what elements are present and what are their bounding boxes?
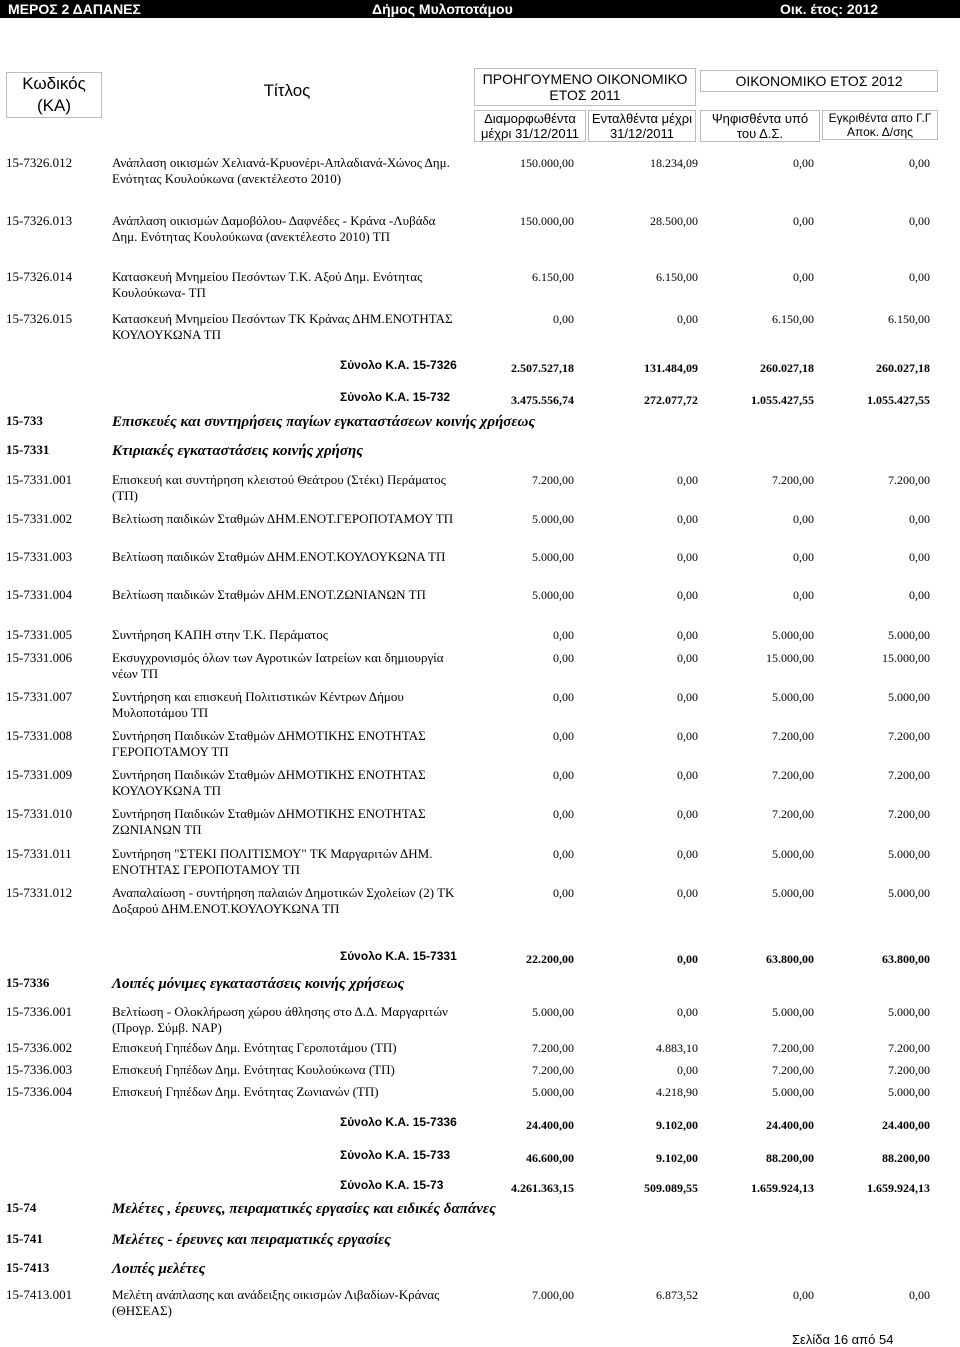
- value-voted: 0,00: [793, 512, 814, 526]
- value-formed: 5.000,00: [532, 512, 574, 526]
- value-ordered: 131.484,09: [644, 361, 698, 375]
- value-formed: 7.200,00: [532, 1063, 574, 1077]
- value-formed: 24.400,00: [526, 1118, 574, 1132]
- value-voted: 0,00: [793, 550, 814, 564]
- value-approved: 63.800,00: [882, 952, 930, 966]
- value-approved: 0,00: [909, 1288, 930, 1302]
- header-col-voted: Ψηφισθέντα υπό του Δ.Σ.: [700, 110, 820, 142]
- value-formed: 0,00: [553, 847, 574, 861]
- fiscal-year-label: Οικ. έτος: 2012: [780, 1, 879, 17]
- value-approved: 15.000,00: [882, 651, 930, 665]
- header-col-approved: Εγκριθέντα απο Γ.Γ Αποκ. Δ/σης: [822, 110, 938, 140]
- value-approved: 7.200,00: [888, 729, 930, 743]
- value-voted: 0,00: [793, 156, 814, 170]
- value-formed: 7.000,00: [532, 1288, 574, 1302]
- value-approved: 5.000,00: [888, 847, 930, 861]
- subtotal-label: Σύνολο Κ.Α. 15-733: [340, 1148, 451, 1162]
- row-code: 15-7331.008: [6, 728, 73, 743]
- value-voted: 7.200,00: [772, 768, 814, 782]
- row-title: Επισκευή Γηπέδων Δημ. Ενότητας Γεροποτάμου (ΤΠ): [112, 1040, 397, 1055]
- value-ordered: 4.883,10: [656, 1041, 698, 1055]
- header-code: Κωδικός (ΚΑ): [6, 72, 102, 118]
- value-ordered: 0,00: [677, 473, 698, 487]
- value-voted: 0,00: [793, 588, 814, 602]
- row-title: Μελέτη ανάπλασης και ανάδειξης οικισμών Λιβαδίων-Κράνας (ΘΗΣΕΑΣ): [112, 1287, 440, 1318]
- value-formed: 0,00: [553, 690, 574, 704]
- value-formed: 6.150,00: [532, 270, 574, 284]
- row-title: Συντήρηση Παιδικών Σταθμών ΔΗΜΟΤΙΚΗΣ ΕΝΟΤΗΤΑΣ ΖΩΝΙΑΝΩΝ ΤΠ: [112, 806, 426, 837]
- value-ordered: 0,00: [677, 1063, 698, 1077]
- value-voted: 260.027,18: [760, 361, 814, 375]
- row-code: 15-7326.013: [6, 213, 73, 228]
- value-ordered: 6.150,00: [656, 270, 698, 284]
- value-approved: 7.200,00: [888, 1063, 930, 1077]
- value-voted: 88.200,00: [766, 1151, 814, 1165]
- subtotal-label: Σύνολο Κ.Α. 15-732: [340, 390, 451, 404]
- row-code: 15-7413.001: [6, 1287, 73, 1302]
- value-formed: 7.200,00: [532, 1041, 574, 1055]
- value-formed: 46.600,00: [526, 1151, 574, 1165]
- row-title: Συντήρηση "ΣΤΕΚΙ ΠΟΛΙΤΙΣΜΟΥ" ΤΚ Μαργαριτών ΔΗΜ. ΕΝΟΤΗΤΑΣ ΓΕΡΟΠΟΤΑΜΟΥ ΤΠ: [112, 846, 433, 877]
- value-approved: 7.200,00: [888, 473, 930, 487]
- value-formed: 0,00: [553, 651, 574, 665]
- row-title: Επισκευή Γηπέδων Δημ. Ενότητας Ζωνιανών (ΤΠ): [112, 1084, 379, 1099]
- value-formed: 0,00: [553, 729, 574, 743]
- value-approved: 0,00: [909, 156, 930, 170]
- row-code: 15-7326.014: [6, 269, 73, 284]
- top-bar: [0, 0, 960, 18]
- value-voted: 7.200,00: [772, 1041, 814, 1055]
- row-title: Αναπαλαίωση - συντήρηση παλαιών Δημοτικών Σχολείων (2) ΤΚ Δοξαρού ΔΗΜ.ΕΝΟΤ.ΚΟΥΛΟΥΚΩΝΑ ΤΠ: [112, 885, 455, 916]
- row-code: 15-7326.012: [6, 155, 73, 170]
- value-approved: 5.000,00: [888, 1005, 930, 1019]
- row-title: Επισκευή και συντήρηση κλειστού Θεάτρου (Στέκι) Περάματος (ΤΠ): [112, 472, 446, 503]
- row-title: Συντήρηση ΚΑΠΗ στην Τ.Κ. Περάματος: [112, 627, 328, 642]
- value-voted: 5.000,00: [772, 847, 814, 861]
- value-approved: 7.200,00: [888, 1041, 930, 1055]
- header-col-formed: Διαμορφωθέντα μέχρι 31/12/2011: [474, 110, 586, 142]
- value-approved: 0,00: [909, 512, 930, 526]
- value-approved: 5.000,00: [888, 1085, 930, 1099]
- value-approved: 5.000,00: [888, 886, 930, 900]
- row-title: Μελέτες - έρευνες και πειραματικές εργασίες: [112, 1232, 391, 1248]
- value-voted: 0,00: [793, 270, 814, 284]
- value-voted: 7.200,00: [772, 807, 814, 821]
- value-voted: 63.800,00: [766, 952, 814, 966]
- value-ordered: 0,00: [677, 588, 698, 602]
- row-title: Βελτίωση παιδικών Σταθμών ΔΗΜ.ΕΝΟΤ.ΚΟΥΛΟΥΚΩΝΑ ΤΠ: [112, 549, 446, 564]
- value-ordered: 272.077,72: [644, 393, 698, 407]
- value-voted: 7.200,00: [772, 729, 814, 743]
- row-title: Βελτίωση παιδικών Σταθμών ΔΗΜ.ΕΝΟΤ.ΓΕΡΟΠΟΤΑΜΟΥ ΤΠ: [112, 511, 454, 526]
- value-voted: 0,00: [793, 214, 814, 228]
- value-ordered: 0,00: [677, 847, 698, 861]
- value-formed: 5.000,00: [532, 1085, 574, 1099]
- row-title: Κατασκευή Μνημείου Πεσόντων Τ.Κ. Αξού Δημ. Ενότητας Κουλούκωνα- ΤΠ: [112, 269, 423, 300]
- value-ordered: 0,00: [677, 1005, 698, 1019]
- value-ordered: 0,00: [677, 550, 698, 564]
- row-title: Συντήρηση Παιδικών Σταθμών ΔΗΜΟΤΙΚΗΣ ΕΝΟΤΗΤΑΣ ΚΟΥΛΟΥΚΩΝΑ ΤΠ: [112, 767, 426, 798]
- header-col-ordered: Ενταλθέντα μέχρι 31/12/2011: [588, 110, 696, 142]
- row-title: Ανάπλαση οικισμών Χελιανά-Κρυονέρι-Απλαδιανά-Χώνος Δημ. Ενότητας Κουλούκωνα (ανεκτέλεστο 2010): [112, 155, 450, 186]
- row-code: 15-7331.010: [6, 806, 73, 821]
- value-ordered: 0,00: [677, 952, 698, 966]
- value-approved: 5.000,00: [888, 628, 930, 642]
- row-code: 15-7336.002: [6, 1040, 73, 1055]
- row-code: 15-7331.007: [6, 689, 73, 704]
- row-code: 15-7336.001: [6, 1004, 73, 1019]
- value-ordered: 0,00: [677, 512, 698, 526]
- value-voted: 5.000,00: [772, 1085, 814, 1099]
- value-formed: 4.261.363,15: [511, 1181, 574, 1195]
- value-approved: 7.200,00: [888, 768, 930, 782]
- value-approved: 6.150,00: [888, 312, 930, 326]
- row-code: 15-7331: [6, 442, 50, 457]
- row-code: 15-7336.003: [6, 1062, 73, 1077]
- value-formed: 7.200,00: [532, 473, 574, 487]
- value-voted: 5.000,00: [772, 628, 814, 642]
- row-code: 15-7336: [6, 975, 50, 990]
- value-formed: 5.000,00: [532, 588, 574, 602]
- value-ordered: 28.500,00: [650, 214, 698, 228]
- value-voted: 5.000,00: [772, 690, 814, 704]
- section-label: ΜΕΡΟΣ 2 ΔΑΠΑΝΕΣ: [8, 1, 141, 17]
- row-code: 15-733: [6, 413, 43, 428]
- header-prev-year: ΠΡΟΗΓΟΥΜΕΝΟ ΟΙΚΟΝΟΜΙΚΟ ΕΤΟΣ 2011: [474, 68, 696, 106]
- value-approved: 5.000,00: [888, 690, 930, 704]
- row-title: Λοιπές μελέτες: [112, 1261, 206, 1277]
- value-ordered: 0,00: [677, 807, 698, 821]
- subtotal-label: Σύνολο Κ.Α. 15-7331: [340, 949, 457, 963]
- row-title: Βελτίωση παιδικών Σταθμών ΔΗΜ.ΕΝΟΤ.ΖΩΝΙΑΝΩΝ ΤΠ: [112, 587, 426, 602]
- row-title: Λοιπές μόνιμες εγκαταστάσεις κοινής χρήσεως: [112, 976, 405, 992]
- value-approved: 0,00: [909, 214, 930, 228]
- row-code: 15-7331.001: [6, 472, 73, 487]
- header-curr-year: ΟΙΚΟΝΟΜΙΚΟ ΕΤΟΣ 2012: [700, 70, 938, 92]
- value-ordered: 0,00: [677, 768, 698, 782]
- page-number: Σελίδα 16 από 54: [792, 1332, 894, 1347]
- subtotal-label: Σύνολο Κ.Α. 15-7326: [340, 358, 457, 372]
- row-code: 15-7413: [6, 1260, 50, 1275]
- value-approved: 0,00: [909, 270, 930, 284]
- row-title: Ανάπλαση οικισμών Δαμοβόλου- Δαφνέδες - Κράνα -Λυβάδα Δημ. Ενότητας Κουλούκωνα (ανεκτέλεστο 2010) ΤΠ: [112, 213, 436, 244]
- value-formed: 5.000,00: [532, 1005, 574, 1019]
- value-formed: 0,00: [553, 807, 574, 821]
- value-voted: 1.055.427,55: [751, 393, 814, 407]
- value-ordered: 0,00: [677, 690, 698, 704]
- municipality-label: Δήμος Μυλοποτάμου: [372, 1, 513, 17]
- value-formed: 0,00: [553, 312, 574, 326]
- value-formed: 0,00: [553, 628, 574, 642]
- value-ordered: 0,00: [677, 651, 698, 665]
- value-voted: 15.000,00: [766, 651, 814, 665]
- value-ordered: 0,00: [677, 628, 698, 642]
- value-voted: 24.400,00: [766, 1118, 814, 1132]
- value-voted: 5.000,00: [772, 1005, 814, 1019]
- row-title: Συντήρηση και επισκευή Πολιτιστικών Κέντρων Δήμου Μυλοποτάμου ΤΠ: [112, 689, 404, 720]
- value-approved: 1.659.924,13: [867, 1181, 930, 1195]
- value-formed: 150.000,00: [520, 156, 574, 170]
- value-ordered: 0,00: [677, 312, 698, 326]
- value-approved: 0,00: [909, 550, 930, 564]
- value-voted: 7.200,00: [772, 473, 814, 487]
- header-title: Τίτλος: [263, 81, 311, 100]
- subtotal-label: Σύνολο Κ.Α. 15-7336: [340, 1115, 457, 1129]
- value-approved: 1.055.427,55: [867, 393, 930, 407]
- value-ordered: 509.089,55: [644, 1181, 698, 1195]
- row-title: Επισκευές και συντηρήσεις παγίων εγκαταστάσεων κοινής χρήσεως: [112, 414, 536, 430]
- value-formed: 3.475.556,74: [511, 393, 574, 407]
- row-code: 15-7331.003: [6, 549, 73, 564]
- value-approved: 0,00: [909, 588, 930, 602]
- value-voted: 6.150,00: [772, 312, 814, 326]
- value-voted: 1.659.924,13: [751, 1181, 814, 1195]
- value-approved: 7.200,00: [888, 807, 930, 821]
- row-code: 15-741: [6, 1231, 43, 1246]
- value-ordered: 0,00: [677, 886, 698, 900]
- value-formed: 2.507.527,18: [511, 361, 574, 375]
- row-title: Συντήρηση Παιδικών Σταθμών ΔΗΜΟΤΙΚΗΣ ΕΝΟΤΗΤΑΣ ΓΕΡΟΠΟΤΑΜΟΥ ΤΠ: [112, 728, 426, 759]
- value-ordered: 0,00: [677, 729, 698, 743]
- row-code: 15-7326.015: [6, 311, 73, 326]
- value-voted: 5.000,00: [772, 886, 814, 900]
- row-title: Επισκευή Γηπέδων Δημ. Ενότητας Κουλούκωνα (ΤΠ): [112, 1062, 395, 1077]
- row-title: Μελέτες , έρευνες, πειραματικές εργασίες και ειδικές δαπάνες: [112, 1201, 496, 1217]
- value-formed: 150.000,00: [520, 214, 574, 228]
- row-code: 15-7331.009: [6, 767, 73, 782]
- value-approved: 24.400,00: [882, 1118, 930, 1132]
- row-code: 15-7331.005: [6, 627, 73, 642]
- value-voted: 0,00: [793, 1288, 814, 1302]
- row-code: 15-7331.004: [6, 587, 73, 602]
- value-ordered: 4.218,90: [656, 1085, 698, 1099]
- row-code: 15-7331.002: [6, 511, 73, 526]
- value-formed: 5.000,00: [532, 550, 574, 564]
- row-title: Βελτίωση - Ολοκλήρωση χώρου άθλησης στο Δ.Δ. Μαργαριτών (Προγρ. Σύμβ. ΝΑΡ): [112, 1004, 448, 1035]
- value-ordered: 9.102,00: [656, 1118, 698, 1132]
- row-code: 15-74: [6, 1200, 37, 1215]
- value-ordered: 18.234,09: [650, 156, 698, 170]
- value-ordered: 6.873,52: [656, 1288, 698, 1302]
- row-title: Εκσυγχρονισμός όλων των Αγροτικών Ιατρείων και δημιουργία νέων ΤΠ: [112, 650, 444, 681]
- value-formed: 0,00: [553, 768, 574, 782]
- value-formed: 22.200,00: [526, 952, 574, 966]
- row-code: 15-7331.006: [6, 650, 73, 665]
- row-code: 15-7331.011: [6, 846, 72, 861]
- row-code: 15-7336.004: [6, 1084, 73, 1099]
- value-approved: 260.027,18: [876, 361, 930, 375]
- row-title: Κτιριακές εγκαταστάσεις κοινής χρήσης: [112, 443, 363, 459]
- value-formed: 0,00: [553, 886, 574, 900]
- value-ordered: 9.102,00: [656, 1151, 698, 1165]
- value-voted: 7.200,00: [772, 1063, 814, 1077]
- row-code: 15-7331.012: [6, 885, 73, 900]
- row-title: Κατασκευή Μνημείου Πεσόντων ΤΚ Κράνας ΔΗΜ.ΕΝΟΤΗΤΑΣ ΚΟΥΛΟΥΚΩΝΑ ΤΠ: [112, 311, 453, 342]
- subtotal-label: Σύνολο Κ.Α. 15-73: [340, 1178, 444, 1192]
- value-approved: 88.200,00: [882, 1151, 930, 1165]
